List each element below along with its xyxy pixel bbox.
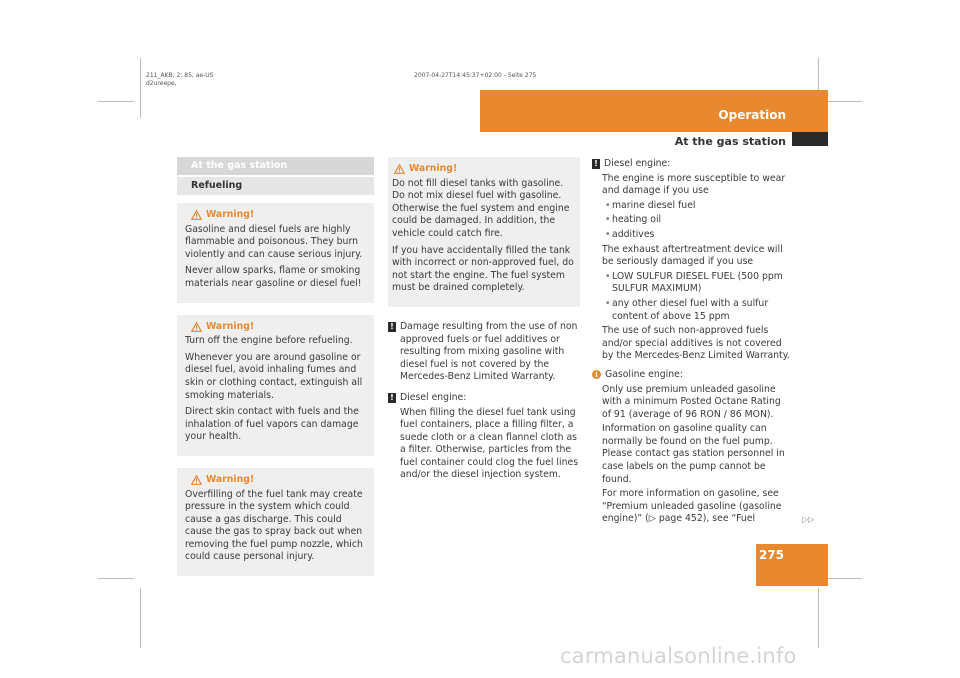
- warning-triangle-icon: [191, 322, 202, 332]
- info-icon: i: [592, 370, 601, 379]
- print-meta-timestamp: 2007-04-27T14:45:37+02:00 - Seite 275: [414, 72, 537, 79]
- note-heading: Gasoline engine:: [605, 368, 684, 380]
- file-line-2: d2ureepe,: [146, 80, 177, 87]
- damage-note: [388, 321, 580, 386]
- note-text: The engine is more susceptible to wear and damage if you use: [602, 172, 786, 197]
- warning-box: [177, 203, 374, 303]
- crop-mark: [98, 578, 134, 579]
- subsection-title: Refueling: [177, 177, 374, 195]
- crop-mark: [826, 578, 862, 579]
- diesel-engine-body: [592, 173, 792, 363]
- note-text: The exhaust aftertreatment device will be seriously damaged if you use: [602, 243, 783, 268]
- column-2: [388, 157, 580, 484]
- warning-text: Overfilling of the fuel tank may create pressure in the system which could cause a gas discharge. This could cause the gas to spray back out when removing the fuel pump nozzle, which could cause personal injury.: [185, 488, 363, 563]
- warning-heading: [185, 209, 366, 222]
- note-text: When filling the diesel fuel tank using fuel containers, place a filling filter, a suede cloth or a clean flannel cloth as a filter. Otherwise, particles from the fuel container could clog the fuel lines and/or the diesel injection system.: [400, 406, 579, 481]
- warning-heading: [185, 321, 366, 334]
- list-item: • additives: [602, 229, 792, 242]
- crop-mark: [140, 58, 141, 118]
- watermark: carmanualsonline.info: [560, 644, 797, 668]
- warning-text: Turn off the engine before refueling.: [185, 335, 353, 347]
- note-heading: Diesel engine:: [400, 391, 467, 403]
- caution-icon: !: [592, 159, 600, 169]
- list-item: • LOW SULFUR DIESEL FUEL (500 ppm SULFUR MAXIMUM): [602, 271, 792, 296]
- section-title: At the gas station: [177, 157, 374, 175]
- note-text: Damage resulting from the use of non approved fuels or fuel additives or resulting from mixing gasoline with diesel fuel is not covered by the Mercedes-Benz Limited Warranty.: [400, 320, 578, 383]
- warning-box: [177, 315, 374, 456]
- warning-title: Warning!: [206, 473, 255, 485]
- print-meta-left: [146, 72, 213, 88]
- list-item: • heating oil: [602, 214, 792, 227]
- warning-text: If you have accidentally filled the tank with incorrect or non-approved fuel, do not start the engine. The fuel system must be drained completely.: [392, 244, 574, 294]
- gasoline-engine-body: [592, 384, 792, 527]
- diesel-engine-note: [592, 158, 792, 173]
- caution-icon: !: [388, 322, 396, 332]
- warning-title: Warning!: [206, 209, 255, 220]
- page-number-box: [756, 544, 828, 586]
- note-text: Information on gasoline quality can normally be found on the fuel pump. Please contact gas station personnel in case labels on the pump cannot be found.: [602, 423, 785, 485]
- warning-triangle-icon: [191, 210, 202, 220]
- page-number: 275: [758, 548, 784, 562]
- warning-box: [177, 468, 374, 576]
- header-chapter-band: [480, 90, 828, 132]
- warning-text: Whenever you are around gasoline or diesel fuel, avoid inhaling fumes and skin or clothing contact, extinguish all smoking materials.: [185, 351, 363, 401]
- list-item: • marine diesel fuel: [602, 200, 792, 213]
- warning-heading: [185, 474, 366, 487]
- header-corner-block: [792, 132, 828, 146]
- crop-mark: [826, 101, 862, 102]
- note-heading: Diesel engine:: [604, 158, 671, 169]
- chapter-title: Operation: [718, 108, 786, 122]
- caution-icon: !: [388, 393, 396, 403]
- column-3: [592, 158, 792, 528]
- continue-marker-icon: ▷▷: [802, 515, 815, 524]
- crop-mark: [140, 588, 141, 648]
- warning-text: Never allow sparks, flame or smoking materials near gasoline or diesel fuel!: [185, 265, 362, 289]
- warning-title: Warning!: [206, 320, 255, 332]
- warning-text: Gasoline and diesel fuels are highly flammable and poisonous. They burn violently and can cause serious injury.: [185, 223, 363, 260]
- note-text: For more information on gasoline, see “Premium unleaded gasoline (gasoline engine)” (▷ page 452), see “Fuel: [602, 488, 782, 525]
- warning-heading: [392, 163, 576, 176]
- damage-note: [388, 392, 580, 484]
- crop-mark: [818, 588, 819, 648]
- file-line-1: 211_AKB; 2; 85, ae-US: [146, 72, 214, 79]
- note-text: The use of such non-approved fuels and/or special additives is not covered by the Mercedes-Benz Limited Warranty.: [602, 325, 790, 362]
- warning-title: Warning!: [409, 163, 458, 174]
- warning-box: [388, 157, 580, 307]
- section-header: At the gas station: [674, 135, 786, 148]
- note-text: Only use premium unleaded gasoline with a minimum Posted Octane Rating of 91 (average of 96 RON / 86 MON).: [602, 383, 781, 420]
- column-1: [177, 157, 374, 576]
- crop-mark: [98, 101, 134, 102]
- warning-triangle-icon: [394, 164, 405, 174]
- list-item: • any other diesel fuel with a sulfur content of above 15 ppm: [602, 298, 792, 323]
- warning-triangle-icon: [191, 475, 202, 485]
- gasoline-engine-note: [592, 369, 792, 384]
- warning-text: Direct skin contact with fuels and the inhalation of fuel vapors can damage your health.: [185, 406, 359, 443]
- warning-text: Do not fill diesel tanks with gasoline. Do not mix diesel fuel with gasoline. Otherwise the fuel system and engine could be damaged. In addition, the vehicle could catch fire.: [392, 177, 570, 239]
